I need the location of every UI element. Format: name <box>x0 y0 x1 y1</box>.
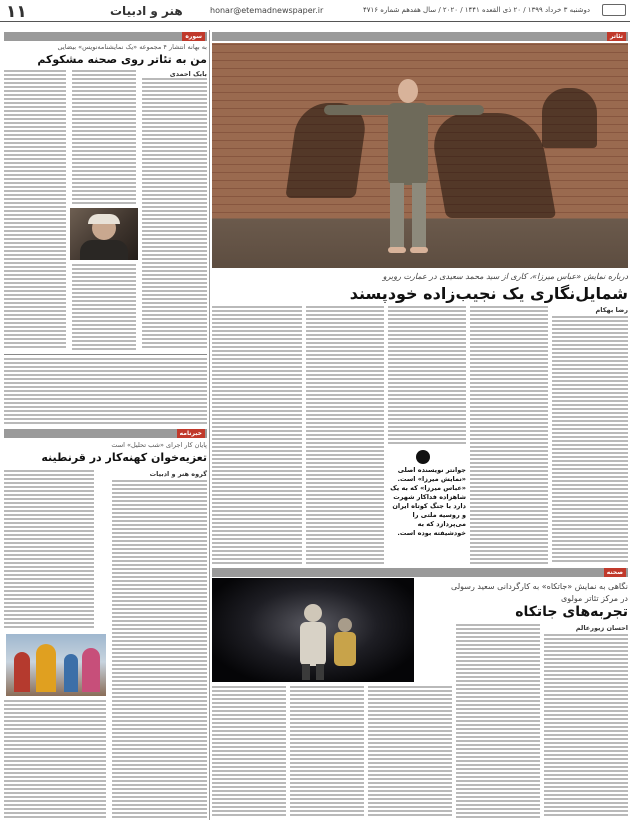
quote-icon <box>416 450 430 464</box>
bottom-title: تجربه‌های جاتکاه <box>515 604 628 620</box>
left-top-text-col-3 <box>4 70 66 350</box>
stage-performance-photo <box>212 43 628 268</box>
left-mid-text <box>4 358 207 426</box>
main-tag: تئاتر <box>607 32 626 41</box>
festival-photo <box>6 634 106 696</box>
bottom-kicker: نگاهی به نمایش «جاتکاه» به کارگردانی سعید رسولی <box>451 582 628 591</box>
bottom-author: احسان زیورعالم <box>575 624 628 632</box>
main-kicker: درباره نمایش «عباس میرزا»، کاری از سید محمد سعیدی در عمارت روبرو <box>382 272 628 281</box>
author-portrait-photo <box>70 208 138 260</box>
left-bottom-kicker: پایان کار اجرای «شب تحلیل» است <box>111 441 207 449</box>
section-name: هنر و ادبیات <box>110 4 183 18</box>
left-top-tag: سوره <box>182 32 205 41</box>
left-top-text-col-1 <box>142 78 207 350</box>
left-bottom-title: تعزیه‌خوان کهنه‌کار در قرنطینه <box>41 451 207 464</box>
main-title: شمایل‌نگاری یک نجیب‌زاده خودپسند <box>349 284 628 303</box>
left-top-kicker: به بهانه انتشار ۴ مجموعه «یک نمایشنامه‌نویس» بیضایی <box>57 43 207 51</box>
main-text-col-2 <box>470 306 548 564</box>
main-author: رضا بهکام <box>595 306 628 314</box>
page-number: ۱۱ <box>6 2 27 22</box>
left-bottom-tag: خبرنامه <box>177 429 205 438</box>
main-text-col-4 <box>306 306 384 564</box>
contact-email: honar@etemadnewspaper.ir <box>210 6 324 15</box>
left-bottom-text-col-1 <box>112 480 207 820</box>
jatkah-performance-photo <box>212 578 414 682</box>
bottom-text-col-1 <box>544 634 628 818</box>
left-top-title: من به تئاتر روی صحنه مشکوکم <box>37 53 207 66</box>
bottom-text-col-3 <box>368 686 452 818</box>
bottom-section-bar <box>212 568 628 577</box>
left-top-author: بابک احمدی <box>169 70 207 78</box>
main-text-col-5 <box>212 306 302 564</box>
bottom-text-col-2 <box>456 624 540 818</box>
bottom-kicker-2: در مرکز تئاتر مولوی <box>561 594 628 603</box>
main-section-bar <box>212 32 628 41</box>
column-rule <box>209 30 210 820</box>
left-bottom-text-col-3 <box>4 700 106 818</box>
dateline: دوشنبه ۳ خرداد ۱۳۹۹ / ۲۰ ذی القعده ۱۴۴۱ / ۲۰۲۰ / سال هفدهم شماره ۴۷۱۶ <box>362 6 590 14</box>
left-bottom-text-col-2 <box>4 470 94 630</box>
left-divider <box>4 354 207 355</box>
main-text-col-1 <box>552 316 628 564</box>
left-bottom-section-bar <box>4 429 207 438</box>
main-pullquote: جوانتر نویسنده اصلی «نمایش میرزا» است. «عباس میرزا» که به یک شاهزاده فداکار شهرت دارد با جنگ کوتاه ایران و روسیه ملتی را می‌پردازد که به خودشیفته بوده است. <box>390 466 466 537</box>
bottom-text-col-5 <box>212 686 286 818</box>
left-bottom-subhead: گروه هنر و ادبیات <box>149 470 207 478</box>
left-top-text-col-2b <box>72 264 136 350</box>
bottom-tag: صحنه <box>604 568 626 577</box>
main-text-col-3 <box>388 306 466 446</box>
left-top-section-bar <box>4 32 207 41</box>
bottom-text-col-4 <box>290 686 364 818</box>
left-top-text-col-2 <box>72 70 136 205</box>
newspaper-logo <box>602 4 626 16</box>
